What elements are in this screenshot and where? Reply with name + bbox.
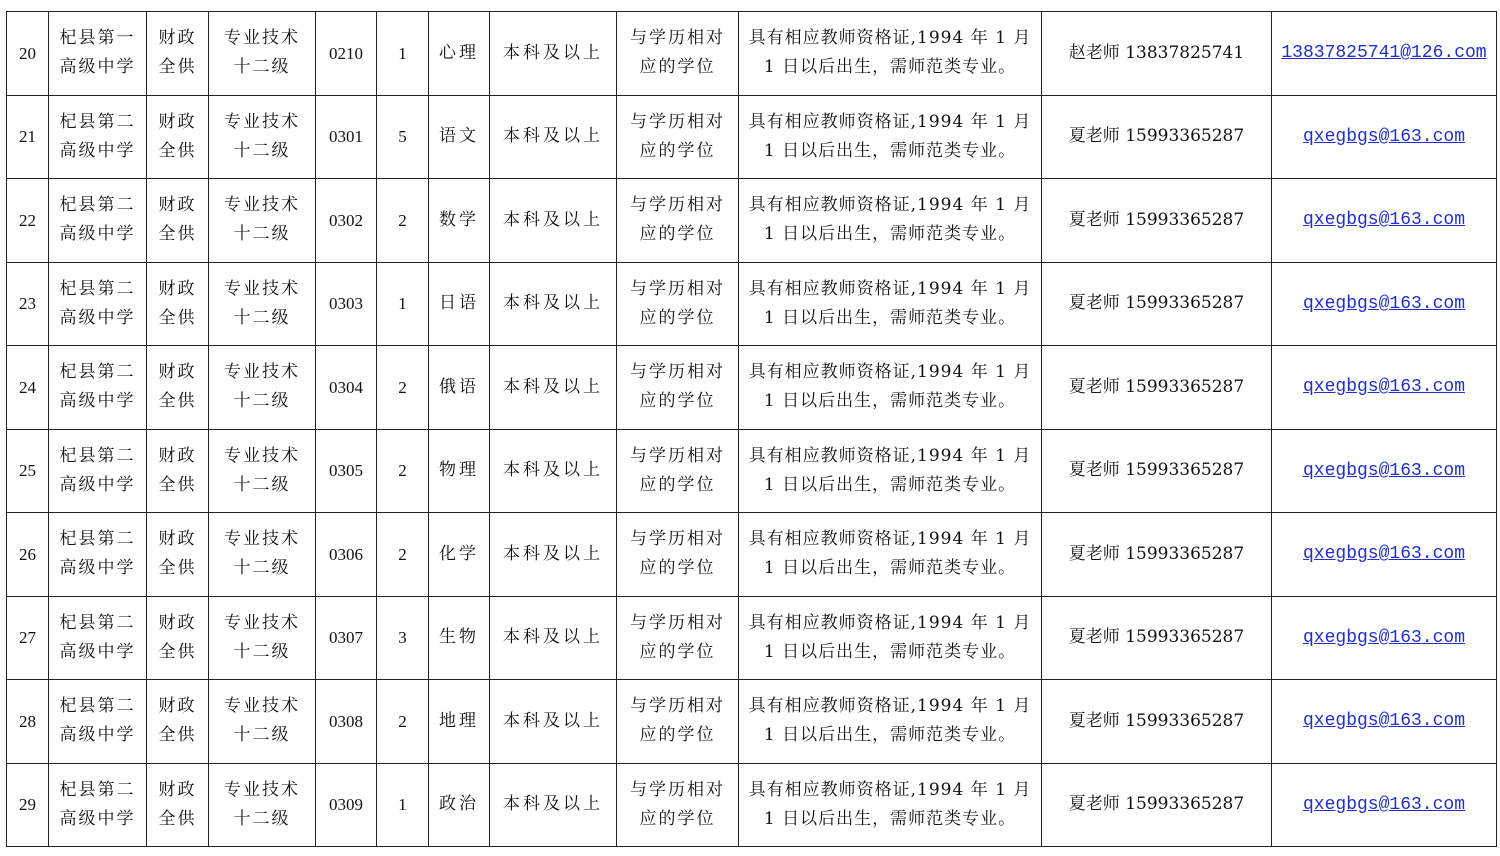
subject: 心理: [429, 12, 490, 96]
funding-type-line-2: 全供: [158, 558, 197, 579]
table-row: [7, 680, 1497, 764]
funding-type: [147, 596, 209, 680]
other-requirements: [739, 95, 1042, 179]
funding-type: [147, 262, 209, 346]
subject: 化学: [429, 513, 490, 597]
position-code: 0305: [316, 429, 377, 513]
contact-person: 赵老师 13837825741: [1042, 12, 1272, 96]
other-requirements: [739, 680, 1042, 764]
hire-count: 3: [377, 596, 429, 680]
funding-type-line-2: 全供: [158, 808, 197, 829]
subject: 政治: [429, 763, 490, 847]
degree-requirement-line-1: 与学历相对: [630, 28, 725, 49]
subject: 语文: [429, 95, 490, 179]
school-name-line-1: 杞县第二: [59, 529, 136, 550]
email-cell: [1272, 680, 1497, 764]
position-level-line-2: 十二级: [233, 725, 291, 746]
degree-requirement-line-2: 应的学位: [639, 140, 716, 161]
funding-type-line-2: 全供: [158, 224, 197, 245]
position-level-line-1: 专业技术: [224, 445, 300, 466]
other-requirements-line-2: 1 日以后出生，需师范类专业。: [763, 725, 1017, 746]
position-level-line-2: 十二级: [233, 57, 291, 78]
degree-requirement-line-1: 与学历相对: [630, 111, 725, 132]
other-requirements-line-1: 具有相应教师资格证,1994 年 1 月: [748, 445, 1032, 466]
hire-count: 1: [377, 262, 429, 346]
other-requirements-line-1: 具有相应教师资格证,1994 年 1 月: [748, 362, 1032, 383]
other-requirements-line-1: 具有相应教师资格证,1994 年 1 月: [748, 195, 1032, 216]
school-name-line-2: 高级中学: [59, 474, 136, 495]
school-name-line-1: 杞县第二: [59, 278, 136, 299]
funding-type: [147, 95, 209, 179]
email-cell: [1272, 596, 1497, 680]
position-level-line-2: 十二级: [233, 307, 291, 328]
degree-requirement-line-2: 应的学位: [639, 307, 716, 328]
funding-type-line-1: 财政: [158, 278, 197, 299]
other-requirements-line-2: 1 日以后出生，需师范类专业。: [763, 140, 1017, 161]
hire-count: 1: [377, 763, 429, 847]
other-requirements-line-1: 具有相应教师资格证,1994 年 1 月: [748, 696, 1032, 717]
other-requirements-line-2: 1 日以后出生，需师范类专业。: [763, 224, 1017, 245]
subject: 物理: [429, 429, 490, 513]
school-name-line-2: 高级中学: [59, 558, 136, 579]
hire-count: 2: [377, 680, 429, 764]
table-row: [7, 513, 1497, 597]
funding-type-line-1: 财政: [158, 28, 197, 49]
education-requirement: 本科及以上: [490, 513, 617, 597]
position-level-line-1: 专业技术: [224, 195, 300, 216]
education-requirement: 本科及以上: [490, 763, 617, 847]
contact-person: 夏老师 15993365287: [1042, 429, 1272, 513]
table-row: [7, 179, 1497, 263]
other-requirements-line-2: 1 日以后出生，需师范类专业。: [763, 474, 1017, 495]
position-code: 0301: [316, 95, 377, 179]
education-requirement: 本科及以上: [490, 262, 617, 346]
table-row: [7, 262, 1497, 346]
row-number: 22: [7, 179, 49, 263]
position-level: [209, 95, 316, 179]
school-name-line-2: 高级中学: [59, 224, 136, 245]
position-level-line-2: 十二级: [233, 224, 291, 245]
recruitment-table: [6, 11, 1497, 847]
school-name-line-2: 高级中学: [59, 140, 136, 161]
table-row: [7, 429, 1497, 513]
position-level-line-2: 十二级: [233, 558, 291, 579]
email-cell: [1272, 513, 1497, 597]
school-name: [49, 95, 147, 179]
position-level-line-1: 专业技术: [224, 278, 300, 299]
position-code: 0306: [316, 513, 377, 597]
education-requirement: 本科及以上: [490, 429, 617, 513]
funding-type-line-2: 全供: [158, 140, 197, 161]
degree-requirement-line-2: 应的学位: [639, 224, 716, 245]
subject: 生物: [429, 596, 490, 680]
funding-type-line-1: 财政: [158, 111, 197, 132]
email-link[interactable]: qxegbgs@163.com: [1302, 460, 1466, 481]
school-name-line-1: 杞县第二: [59, 779, 136, 800]
email-link[interactable]: qxegbgs@163.com: [1302, 210, 1466, 231]
row-number: 25: [7, 429, 49, 513]
subject: 地理: [429, 680, 490, 764]
degree-requirement: [617, 12, 739, 96]
position-level-line-1: 专业技术: [224, 779, 300, 800]
education-requirement: 本科及以上: [490, 12, 617, 96]
other-requirements-line-2: 1 日以后出生，需师范类专业。: [763, 391, 1017, 412]
school-name: [49, 12, 147, 96]
email-link[interactable]: qxegbgs@163.com: [1302, 794, 1466, 815]
funding-type-line-1: 财政: [158, 529, 197, 550]
school-name-line-1: 杞县第二: [59, 696, 136, 717]
degree-requirement-line-1: 与学历相对: [630, 529, 725, 550]
other-requirements-line-1: 具有相应教师资格证,1994 年 1 月: [748, 278, 1032, 299]
education-requirement: 本科及以上: [490, 179, 617, 263]
funding-type: [147, 763, 209, 847]
other-requirements: [739, 429, 1042, 513]
school-name: [49, 596, 147, 680]
funding-type: [147, 680, 209, 764]
position-level-line-2: 十二级: [233, 474, 291, 495]
degree-requirement-line-1: 与学历相对: [630, 445, 725, 466]
email-link[interactable]: qxegbgs@163.com: [1302, 126, 1466, 147]
hire-count: 2: [377, 429, 429, 513]
other-requirements-line-2: 1 日以后出生，需师范类专业。: [763, 558, 1017, 579]
degree-requirement-line-2: 应的学位: [639, 808, 716, 829]
other-requirements-line-2: 1 日以后出生，需师范类专业。: [763, 641, 1017, 662]
contact-person: 夏老师 15993365287: [1042, 95, 1272, 179]
school-name-line-1: 杞县第二: [59, 445, 136, 466]
other-requirements: [739, 179, 1042, 263]
position-level: [209, 346, 316, 430]
position-level: [209, 763, 316, 847]
position-code: 0303: [316, 262, 377, 346]
degree-requirement-line-2: 应的学位: [639, 725, 716, 746]
education-requirement: 本科及以上: [490, 680, 617, 764]
school-name-line-1: 杞县第二: [59, 362, 136, 383]
degree-requirement: [617, 95, 739, 179]
degree-requirement-line-2: 应的学位: [639, 558, 716, 579]
school-name: [49, 680, 147, 764]
email-cell: [1272, 262, 1497, 346]
contact-person: 夏老师 15993365287: [1042, 763, 1272, 847]
position-code: 0307: [316, 596, 377, 680]
position-level-line-2: 十二级: [233, 391, 291, 412]
contact-person: 夏老师 15993365287: [1042, 346, 1272, 430]
contact-person: 夏老师 15993365287: [1042, 513, 1272, 597]
subject: 数学: [429, 179, 490, 263]
other-requirements-line-1: 具有相应教师资格证,1994 年 1 月: [748, 779, 1032, 800]
position-level: [209, 429, 316, 513]
position-level: [209, 680, 316, 764]
subject: 俄语: [429, 346, 490, 430]
position-code: 0304: [316, 346, 377, 430]
education-requirement: 本科及以上: [490, 346, 617, 430]
school-name-line-1: 杞县第二: [59, 111, 136, 132]
funding-type-line-1: 财政: [158, 195, 197, 216]
school-name-line-1: 杞县第二: [59, 612, 136, 633]
degree-requirement-line-2: 应的学位: [639, 391, 716, 412]
row-number: 20: [7, 12, 49, 96]
funding-type-line-2: 全供: [158, 641, 197, 662]
school-name-line-2: 高级中学: [59, 307, 136, 328]
funding-type-line-2: 全供: [158, 391, 197, 412]
position-code: 0210: [316, 12, 377, 96]
position-level-line-1: 专业技术: [224, 111, 300, 132]
position-level-line-1: 专业技术: [224, 529, 300, 550]
degree-requirement: [617, 680, 739, 764]
position-level-line-1: 专业技术: [224, 696, 300, 717]
position-level: [209, 12, 316, 96]
email-cell: [1272, 12, 1497, 96]
hire-count: 1: [377, 12, 429, 96]
degree-requirement-line-1: 与学历相对: [630, 612, 725, 633]
position-level: [209, 596, 316, 680]
school-name-line-1: 杞县第一: [59, 28, 136, 49]
funding-type-line-1: 财政: [158, 445, 197, 466]
degree-requirement-line-1: 与学历相对: [630, 195, 725, 216]
school-name: [49, 513, 147, 597]
other-requirements: [739, 262, 1042, 346]
table-row: [7, 95, 1497, 179]
funding-type-line-1: 财政: [158, 779, 197, 800]
position-level: [209, 262, 316, 346]
subject: 日语: [429, 262, 490, 346]
email-cell: [1272, 429, 1497, 513]
degree-requirement-line-2: 应的学位: [639, 474, 716, 495]
degree-requirement-line-2: 应的学位: [639, 641, 716, 662]
position-level-line-1: 专业技术: [224, 28, 300, 49]
degree-requirement: [617, 262, 739, 346]
degree-requirement-line-1: 与学历相对: [630, 696, 725, 717]
degree-requirement-line-2: 应的学位: [639, 57, 716, 78]
funding-type: [147, 513, 209, 597]
hire-count: 5: [377, 95, 429, 179]
funding-type-line-2: 全供: [158, 474, 197, 495]
funding-type: [147, 179, 209, 263]
other-requirements: [739, 513, 1042, 597]
degree-requirement: [617, 763, 739, 847]
position-level: [209, 513, 316, 597]
hire-count: 2: [377, 513, 429, 597]
contact-person: 夏老师 15993365287: [1042, 179, 1272, 263]
degree-requirement-line-1: 与学历相对: [630, 779, 725, 800]
email-link[interactable]: qxegbgs@163.com: [1302, 293, 1466, 314]
position-level-line-2: 十二级: [233, 641, 291, 662]
row-number: 24: [7, 346, 49, 430]
school-name: [49, 179, 147, 263]
hire-count: 2: [377, 179, 429, 263]
position-level-line-2: 十二级: [233, 140, 291, 161]
table-row: [7, 763, 1497, 847]
degree-requirement: [617, 596, 739, 680]
position-level-line-1: 专业技术: [224, 612, 300, 633]
other-requirements-line-2: 1 日以后出生，需师范类专业。: [763, 57, 1017, 78]
contact-person: 夏老师 15993365287: [1042, 262, 1272, 346]
contact-person: 夏老师 15993365287: [1042, 680, 1272, 764]
other-requirements: [739, 346, 1042, 430]
education-requirement: 本科及以上: [490, 596, 617, 680]
degree-requirement-line-1: 与学历相对: [630, 278, 725, 299]
other-requirements: [739, 596, 1042, 680]
school-name: [49, 346, 147, 430]
table-body: [7, 12, 1497, 847]
funding-type-line-1: 财政: [158, 362, 197, 383]
funding-type-line-1: 财政: [158, 612, 197, 633]
email-link[interactable]: 13837825741@126.com: [1281, 43, 1487, 64]
funding-type: [147, 346, 209, 430]
school-name-line-2: 高级中学: [59, 641, 136, 662]
email-link[interactable]: qxegbgs@163.com: [1302, 377, 1466, 398]
other-requirements-line-1: 具有相应教师资格证,1994 年 1 月: [748, 111, 1032, 132]
degree-requirement: [617, 429, 739, 513]
funding-type-line-2: 全供: [158, 57, 197, 78]
table-row: [7, 346, 1497, 430]
other-requirements-line-2: 1 日以后出生，需师范类专业。: [763, 808, 1017, 829]
email-cell: [1272, 763, 1497, 847]
position-code: 0309: [316, 763, 377, 847]
email-link[interactable]: qxegbgs@163.com: [1302, 711, 1466, 732]
position-level: [209, 179, 316, 263]
other-requirements-line-2: 1 日以后出生，需师范类专业。: [763, 307, 1017, 328]
funding-type-line-1: 财政: [158, 696, 197, 717]
school-name-line-2: 高级中学: [59, 808, 136, 829]
row-number: 23: [7, 262, 49, 346]
table-row: [7, 596, 1497, 680]
school-name-line-1: 杞县第二: [59, 195, 136, 216]
school-name-line-2: 高级中学: [59, 391, 136, 412]
school-name: [49, 763, 147, 847]
school-name: [49, 429, 147, 513]
funding-type-line-2: 全供: [158, 725, 197, 746]
degree-requirement-line-1: 与学历相对: [630, 362, 725, 383]
other-requirements: [739, 763, 1042, 847]
other-requirements-line-1: 具有相应教师资格证,1994 年 1 月: [748, 529, 1032, 550]
row-number: 21: [7, 95, 49, 179]
degree-requirement: [617, 346, 739, 430]
email-link[interactable]: qxegbgs@163.com: [1302, 544, 1466, 565]
funding-type: [147, 12, 209, 96]
row-number: 29: [7, 763, 49, 847]
contact-person: 夏老师 15993365287: [1042, 596, 1272, 680]
other-requirements-line-1: 具有相应教师资格证,1994 年 1 月: [748, 612, 1032, 633]
email-cell: [1272, 179, 1497, 263]
email-link[interactable]: qxegbgs@163.com: [1302, 627, 1466, 648]
position-level-line-2: 十二级: [233, 808, 291, 829]
funding-type-line-2: 全供: [158, 307, 197, 328]
funding-type: [147, 429, 209, 513]
other-requirements: [739, 12, 1042, 96]
position-code: 0302: [316, 179, 377, 263]
email-cell: [1272, 346, 1497, 430]
position-level-line-1: 专业技术: [224, 362, 300, 383]
row-number: 27: [7, 596, 49, 680]
row-number: 28: [7, 680, 49, 764]
row-number: 26: [7, 513, 49, 597]
degree-requirement: [617, 179, 739, 263]
hire-count: 2: [377, 346, 429, 430]
degree-requirement: [617, 513, 739, 597]
school-name: [49, 262, 147, 346]
table-row: [7, 12, 1497, 96]
school-name-line-2: 高级中学: [59, 725, 136, 746]
school-name-line-2: 高级中学: [59, 57, 136, 78]
education-requirement: 本科及以上: [490, 95, 617, 179]
other-requirements-line-1: 具有相应教师资格证,1994 年 1 月: [748, 28, 1032, 49]
position-code: 0308: [316, 680, 377, 764]
email-cell: [1272, 95, 1497, 179]
